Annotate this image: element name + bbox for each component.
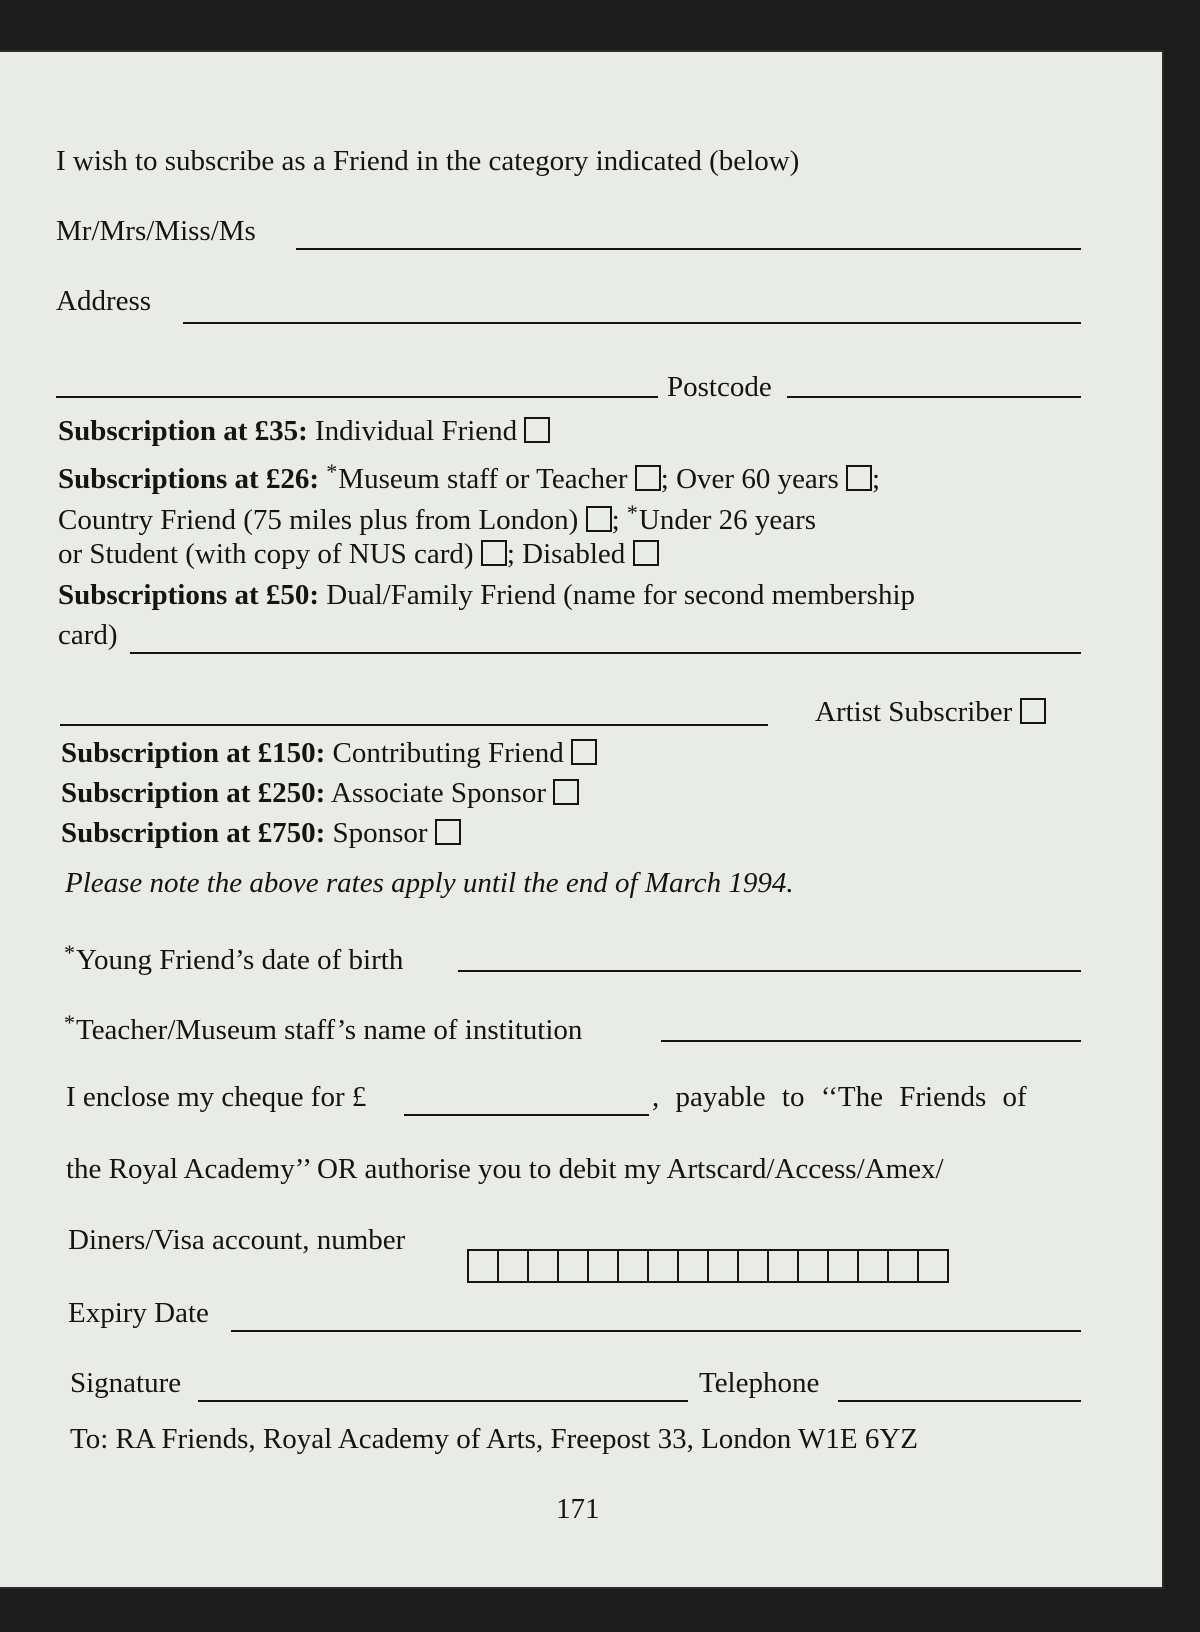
sub250-text: Associate Sponsor bbox=[330, 777, 546, 809]
expiry-label: Expiry Date bbox=[68, 1297, 209, 1329]
account-digit-box[interactable] bbox=[617, 1249, 649, 1283]
account-digit-box[interactable] bbox=[797, 1249, 829, 1283]
second-member-name-field-2[interactable] bbox=[60, 724, 768, 726]
institution-field[interactable] bbox=[661, 1040, 1081, 1042]
form-page bbox=[0, 52, 1162, 1587]
page-number: 171 bbox=[556, 1493, 600, 1525]
sub26-heading: Subscriptions at £26: bbox=[58, 463, 320, 495]
intro-text: I wish to subscribe as a Friend in the category indicated (below) bbox=[56, 145, 800, 177]
young-friend-dob-field[interactable] bbox=[458, 970, 1081, 972]
sub750-heading: Subscription at £750: bbox=[61, 817, 326, 849]
expiry-field[interactable] bbox=[231, 1330, 1081, 1332]
return-address: To: RA Friends, Royal Academy of Arts, Freepost 33, London W1E 6YZ bbox=[70, 1423, 919, 1455]
student-text: or Student (with copy of NUS card) bbox=[58, 538, 474, 570]
second-member-name-field[interactable] bbox=[130, 652, 1081, 654]
sub50-heading: Subscriptions at £50: bbox=[58, 579, 320, 611]
teacher-label: Teacher/Museum staff’s name of institution bbox=[76, 1014, 583, 1046]
sub50-text: Dual/Family Friend (name for second membership bbox=[326, 579, 916, 611]
postcode-field[interactable] bbox=[787, 396, 1081, 398]
account-digit-box[interactable] bbox=[707, 1249, 739, 1283]
sponsor-checkbox[interactable] bbox=[435, 819, 461, 845]
over-60-text: Over 60 years bbox=[676, 463, 839, 495]
telephone-label: Telephone bbox=[699, 1367, 820, 1399]
asterisk: * bbox=[626, 500, 638, 525]
account-label: Diners/Visa account, number bbox=[68, 1224, 406, 1256]
payable-text-2: the Royal Academy’’ OR authorise you to debit my Artscard/Access/Amex/ bbox=[66, 1153, 944, 1185]
young-friend-label: Young Friend’s date of birth bbox=[76, 944, 404, 976]
asterisk: * bbox=[326, 459, 338, 484]
address-field-2[interactable] bbox=[56, 396, 658, 398]
cheque-label: I enclose my cheque for £ bbox=[66, 1081, 367, 1113]
account-digit-box[interactable] bbox=[767, 1249, 799, 1283]
account-digit-box[interactable] bbox=[647, 1249, 679, 1283]
signature-field[interactable] bbox=[198, 1400, 688, 1402]
asterisk: * bbox=[64, 1010, 75, 1035]
separator: ; bbox=[660, 463, 669, 495]
disabled-text: Disabled bbox=[522, 538, 626, 570]
address-field[interactable] bbox=[183, 322, 1081, 324]
account-digit-box[interactable] bbox=[827, 1249, 859, 1283]
rates-note: Please note the above rates apply until the end of March 1994. bbox=[65, 867, 794, 899]
student-checkbox[interactable] bbox=[481, 540, 507, 566]
account-digit-box[interactable] bbox=[527, 1249, 559, 1283]
signature-label: Signature bbox=[70, 1367, 182, 1399]
payable-text: , payable to ‘‘The Friends of bbox=[652, 1081, 1027, 1113]
sub150-text: Contributing Friend bbox=[332, 737, 564, 769]
account-digit-box[interactable] bbox=[587, 1249, 619, 1283]
separator: ; bbox=[872, 463, 881, 495]
disabled-checkbox[interactable] bbox=[633, 540, 659, 566]
account-number-boxes[interactable] bbox=[467, 1249, 947, 1283]
country-friend-checkbox[interactable] bbox=[586, 506, 612, 532]
name-field[interactable] bbox=[296, 248, 1081, 250]
under-26-text: Under 26 years bbox=[638, 504, 817, 536]
telephone-field[interactable] bbox=[838, 1400, 1081, 1402]
sub50-text-2: card) bbox=[58, 619, 118, 651]
museum-teacher-checkbox[interactable] bbox=[635, 465, 661, 491]
account-digit-box[interactable] bbox=[887, 1249, 919, 1283]
account-digit-box[interactable] bbox=[497, 1249, 529, 1283]
individual-friend-checkbox[interactable] bbox=[524, 417, 550, 443]
associate-sponsor-checkbox[interactable] bbox=[553, 779, 579, 805]
account-digit-box[interactable] bbox=[467, 1249, 499, 1283]
artist-subscriber-checkbox[interactable] bbox=[1020, 698, 1046, 724]
sub35-text: Individual Friend bbox=[315, 415, 518, 447]
separator: ; bbox=[611, 504, 620, 536]
artist-subscriber-text: Artist Subscriber bbox=[815, 696, 1013, 728]
account-digit-box[interactable] bbox=[677, 1249, 709, 1283]
contributing-friend-checkbox[interactable] bbox=[571, 739, 597, 765]
museum-teacher-text: Museum staff or Teacher bbox=[338, 463, 628, 495]
country-friend-text: Country Friend (75 miles plus from London) bbox=[58, 504, 579, 536]
sub150-heading: Subscription at £150: bbox=[61, 737, 326, 769]
account-digit-box[interactable] bbox=[917, 1249, 949, 1283]
account-digit-box[interactable] bbox=[737, 1249, 769, 1283]
sub35-heading: Subscription at £35: bbox=[58, 415, 308, 447]
over-60-checkbox[interactable] bbox=[846, 465, 872, 491]
name-label: Mr/Mrs/Miss/Ms bbox=[56, 215, 256, 247]
address-label: Address bbox=[56, 285, 152, 317]
asterisk: * bbox=[64, 940, 75, 965]
separator: ; bbox=[506, 538, 515, 570]
postcode-label: Postcode bbox=[667, 371, 772, 403]
account-digit-box[interactable] bbox=[557, 1249, 589, 1283]
account-digit-box[interactable] bbox=[857, 1249, 889, 1283]
cheque-amount-field[interactable] bbox=[404, 1114, 649, 1116]
sub250-heading: Subscription at £250: bbox=[61, 777, 326, 809]
sub750-text: Sponsor bbox=[332, 817, 428, 849]
